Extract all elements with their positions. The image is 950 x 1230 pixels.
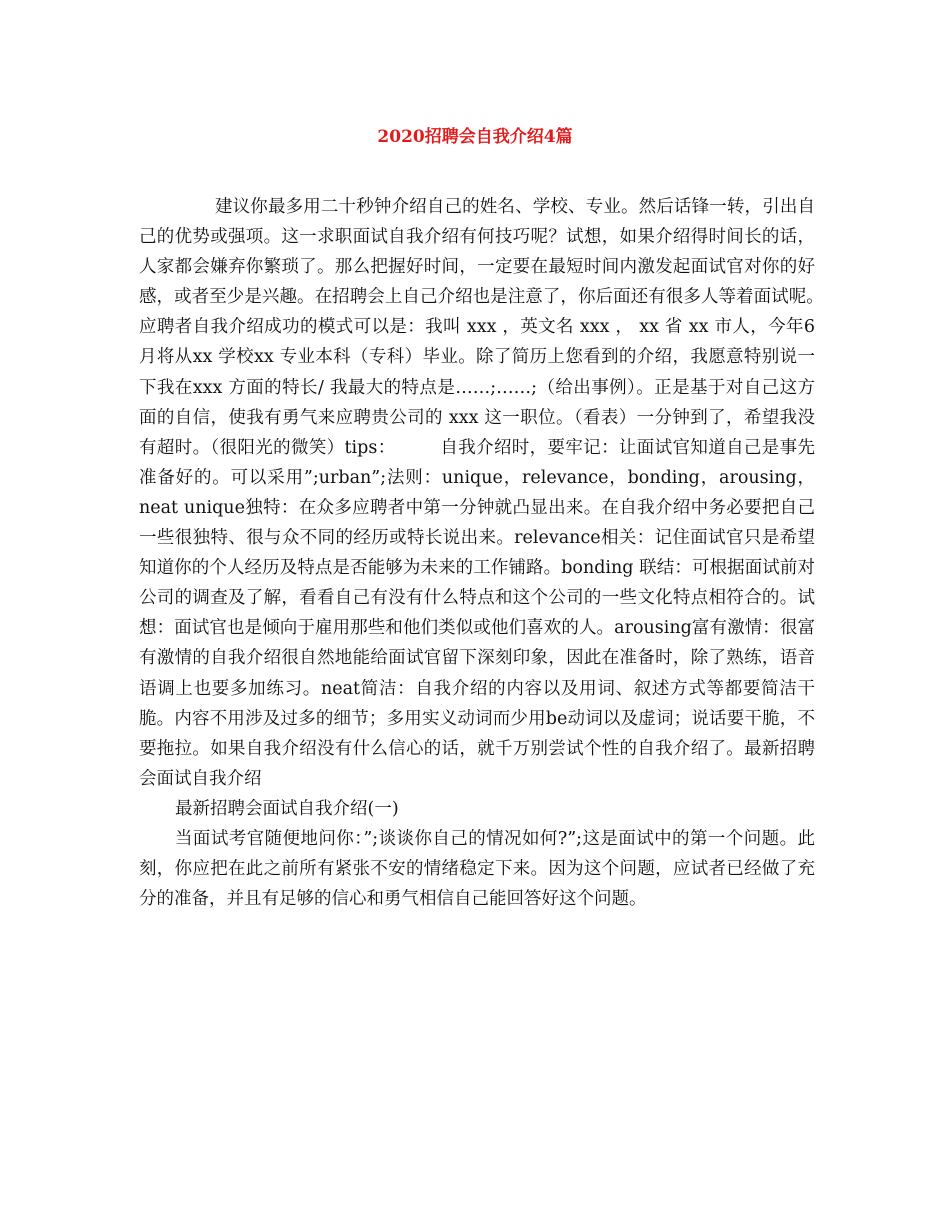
document-body (139, 192, 885, 914)
paragraph-intro: 建议你最多用二十秒钟介绍自己的姓名、学校、专业。然后话锋一转，引出自己的优势或强项。这一求职面试自我介绍有何技巧呢？试想，如果介绍得时间长的话，人家都会嫌弃你繁琐了。那么把握好时间，一定要在最短时间内激发起面试官对你的好感，或者至少是兴趣。在招聘会上自己介绍也是注意了，你后面还有很多人等着面试呢。 应聘者自我介绍成功的模式可以是：我叫 xxx ，英文名 xxx ， xx 省 xx 市人，今年6月将从xx 学校xx 专业本科（专科）毕业。除了简历上您看到的介绍，我愿意特别说一下我在xxx 方面的特长/ 我最大的特点是……;……;（给出事例）。正是基于对自己这方面的自信，使我有勇气来应聘贵公司的 xxx 这一职位。（看表）一分钟到了，希望我没有超时。（很阳光的微笑）tips： 自我介绍时，要牢记：让面试官知道自己是事先准备好的。可以采用”;urban”;法则：unique，relevance，bonding，arousing，neat unique独特：在众多应聘者中第一分钟就凸显出来。在自我介绍中务必要把自己一些很独特、很与众不同的经历或特长说出来。relevance相关：记住面试官只是希望知道你的个人经历及特点是否能够为未来的工作铺路。bonding 联结：可根据面试前对公司的调查及了解，看看自己有没有什么特点和这个公司的一些文化特点相符合的。试想：面试官也是倾向于雇用那些和他们类似或他们喜欢的人。arousing富有激情：很富有激情的自我介绍很自然地能给面试官留下深刻印象，因此在准备时，除了熟练，语音语调上也要多加练习。neat简洁：自我介绍的内容以及用词、叙述方式等都要简洁干脆。内容不用涉及过多的细节；多用实义动词而少用be动词以及虚词；说话要干脆，不要拖拉。如果自我介绍没有什么信心的话，就千万别尝试个性的自我介绍了。最新招聘会面试自我介绍 (139, 197, 885, 789)
document-title: 2020招聘会自我介绍4篇 (377, 127, 573, 147)
paragraph-answer: 当面试考官随便地问你：”;谈谈你自己的情况如何?”;这是面试中的第一个问题。此刻，你应把在此之前所有紧张不安的情绪稳定下来。因为这个问题，应试者已经做了充分的准备，并且有足够的信心和勇气相信自己能回答好这个问题。 (139, 828, 815, 910)
section-heading: 最新招聘会面试自我介绍(一) (175, 798, 399, 819)
